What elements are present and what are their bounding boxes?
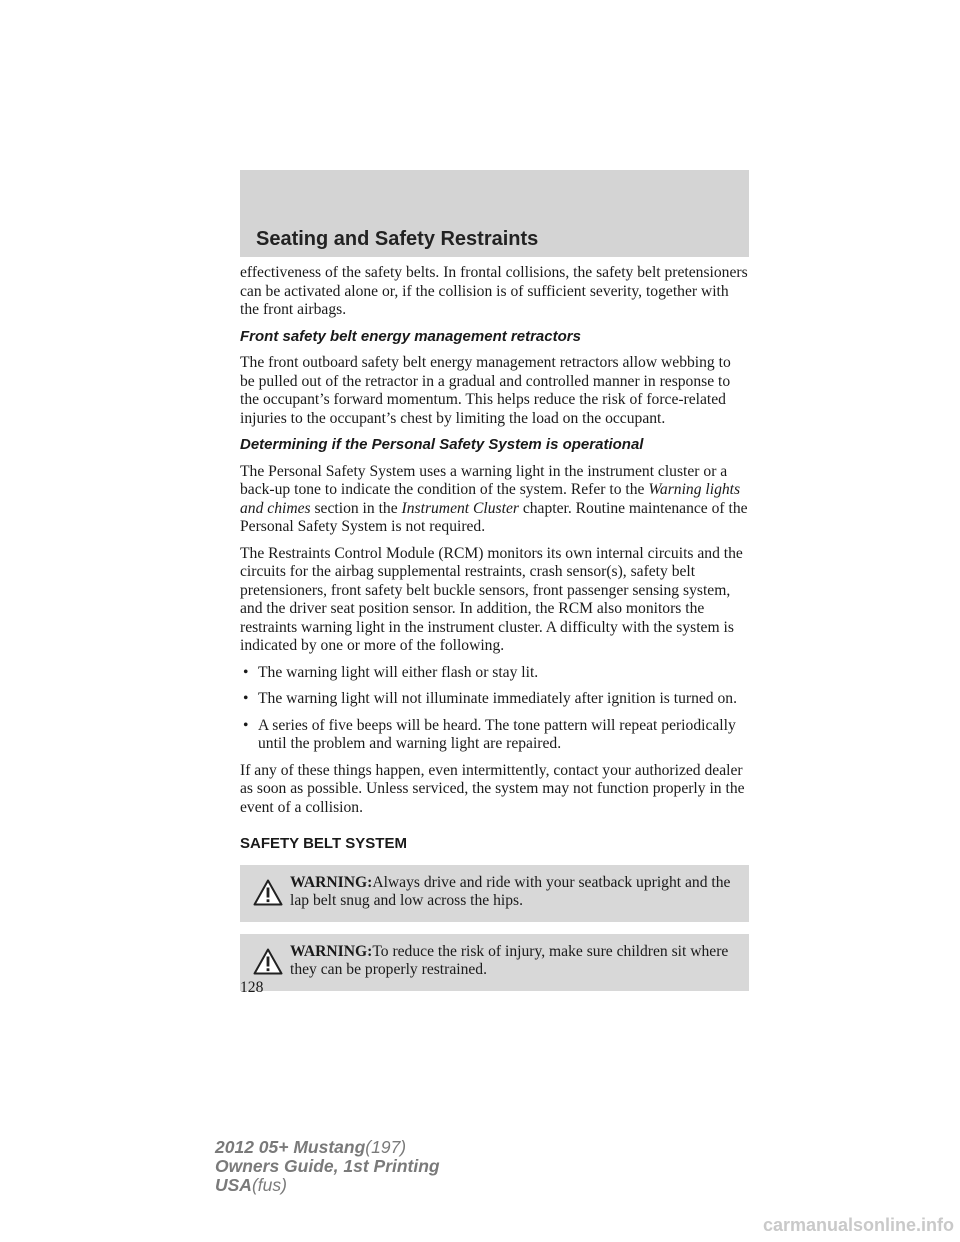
paragraph-rcm: The Restraints Control Module (RCM) monitors its own internal circuits and the circuits for the airbag supplemental restraints, crash sensor(s), safety belt pretensioners, front safety belt buckle sensors, front passenger sensing system, and the driver seat position sensor. In addition, the RCM also monitors the restraints warning light in the instrument cluster. A difficulty with the system is indicated by one or more of the following. bbox=[240, 544, 743, 654]
footer-line bbox=[215, 1157, 440, 1176]
print-footer bbox=[215, 1138, 440, 1195]
bullet-icon: • bbox=[243, 690, 249, 707]
subheading-retractors: Front safety belt energy management retractors bbox=[240, 327, 581, 345]
text-run: The Personal Safety System uses a warning light in the instrument cluster or a back-up tone to indicate the condition of the system. Refer to the bbox=[240, 462, 728, 498]
warning-label: WARNING: bbox=[290, 873, 373, 891]
page-number: 128 bbox=[240, 979, 264, 996]
bullet-icon: • bbox=[243, 663, 249, 681]
list-item-text: The warning light will not illuminate immediately after ignition is turned on. bbox=[258, 690, 737, 707]
warning-text: Always drive and ride with your seatback upright and the lap belt snug and low across the hips. bbox=[290, 873, 731, 909]
list-item bbox=[240, 690, 749, 709]
reference-instrument-cluster: Instrument Cluster bbox=[401, 499, 519, 517]
footer-model: 2012 05+ Mustang bbox=[215, 1137, 366, 1157]
text-run: section in the bbox=[310, 499, 402, 517]
footer-market: USA bbox=[215, 1175, 252, 1195]
list-item bbox=[240, 717, 749, 754]
footer-edition: Owners Guide, 1st Printing bbox=[215, 1156, 440, 1176]
warning-box bbox=[240, 934, 749, 991]
footer-line bbox=[215, 1176, 440, 1195]
warning-triangle-icon bbox=[253, 879, 283, 906]
footer-code: (197) bbox=[365, 1137, 407, 1157]
page-content bbox=[240, 264, 749, 1003]
warning-label: WARNING: bbox=[290, 942, 373, 960]
watermark: carmanualsonline.info bbox=[762, 1215, 954, 1235]
list-item bbox=[240, 664, 749, 683]
footer-line bbox=[215, 1138, 440, 1157]
section-heading: SAFETY BELT SYSTEM bbox=[240, 835, 407, 852]
list-item-text: The warning light will either flash or stay lit. bbox=[258, 663, 539, 681]
warning-text: To reduce the risk of injury, make sure children sit where they can be properly restrained. bbox=[290, 942, 729, 978]
warning-box bbox=[240, 865, 749, 922]
list-item-text: A series of five beeps will be heard. The tone pattern will repeat periodically until the problem and warning light are repaired. bbox=[258, 716, 736, 752]
paragraph-operational bbox=[240, 463, 749, 537]
warning-triangle-icon bbox=[253, 948, 283, 975]
subheading-operational: Determining if the Personal Safety System is operational bbox=[240, 436, 644, 453]
section-header-band bbox=[240, 170, 749, 257]
text-run: chapter. Routine maintenance of the Personal Safety System is not required. bbox=[240, 499, 748, 535]
paragraph-retractors: The front outboard safety belt energy management retractors allow webbing to be pulled out of the retractor in a gradual and controlled manner in response to the occupant’s forward momentum. This helps reduce the risk of force-related injuries to the occupant’s chest by limiting the load on the occupant. bbox=[240, 354, 731, 427]
section-title: Seating and Safety Restraints bbox=[256, 228, 539, 250]
bullet-icon: • bbox=[243, 716, 249, 734]
paragraph-contact-dealer: If any of these things happen, even intermittently, contact your authorized dealer as soon as possible. Unless serviced, the system may not function properly in the event of a collision. bbox=[240, 761, 745, 816]
reference-warning-lights: Warning lights and chimes bbox=[240, 481, 741, 517]
symptom-list bbox=[240, 664, 749, 754]
footer-market-code: (fus) bbox=[251, 1175, 287, 1195]
paragraph-intro: effectiveness of the safety belts. In frontal collisions, the safety belt pretensioners can be activated alone or, if the collision is of sufficient severity, together with the front airbags. bbox=[240, 264, 748, 318]
